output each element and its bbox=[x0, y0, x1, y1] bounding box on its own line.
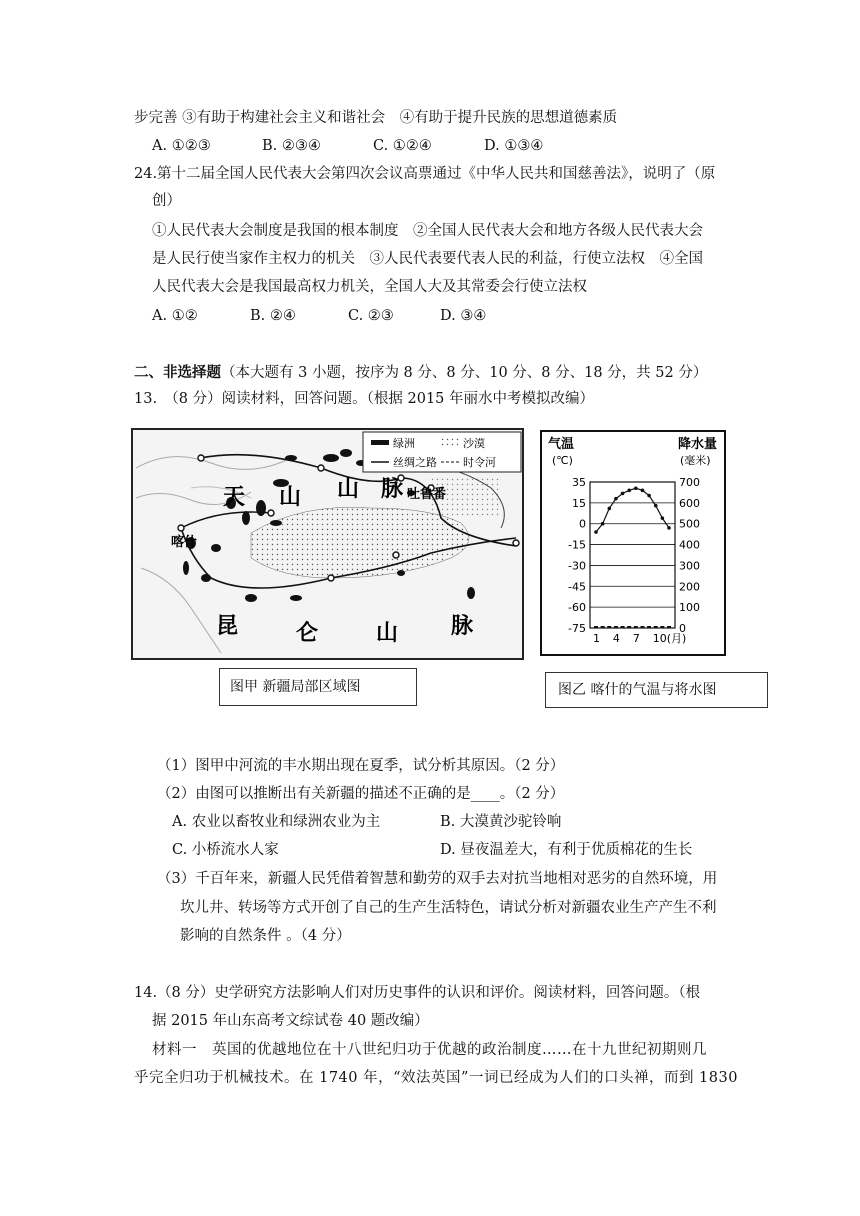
section-desc: （本大题有 3 小题，按序为 8 分、8 分、10 分、8 分、18 分，共 52 分） bbox=[221, 365, 708, 381]
month-tick-label: 10(月) bbox=[652, 632, 687, 645]
precip-axis-unit: (毫米) bbox=[680, 454, 711, 467]
precip-tick-label: 400 bbox=[679, 538, 700, 552]
temperature-point bbox=[654, 504, 658, 508]
temp-tick-label: -45 bbox=[568, 580, 586, 594]
q13-sub3-line-2: 坎儿井、转场等方式开创了自己的生产生活特色，请试分析对新疆农业生产产生不利 bbox=[180, 900, 717, 916]
precip-bar bbox=[621, 626, 625, 628]
temperature-point bbox=[641, 489, 645, 493]
temperature-point bbox=[627, 489, 631, 493]
q13-sub2-option-b: B. 大漠黄沙驼铃响 bbox=[440, 814, 562, 830]
xinjiang-map bbox=[131, 428, 524, 660]
precip-tick-label: 100 bbox=[679, 601, 700, 615]
precip-bar bbox=[634, 626, 638, 628]
q13-sub2-option-c: C. 小桥流水人家 bbox=[172, 842, 279, 858]
precip-tick-label: 500 bbox=[679, 517, 700, 531]
q24-option-c: C. ②③ bbox=[348, 308, 394, 324]
month-tick-label: 4 bbox=[612, 632, 620, 645]
q13-sub3-line-3: 影响的自然条件 。（4 分） bbox=[180, 928, 351, 944]
label-tianshan-3: 山 bbox=[337, 477, 360, 502]
oasis-legend-swatch bbox=[371, 440, 389, 445]
q24-line-3: ①人民代表大会制度是我国的根本制度 ②全国人民代表大会和地方各级人民代表大会 bbox=[152, 223, 703, 239]
q-prev-option-b: B. ②③④ bbox=[262, 138, 321, 154]
q24-option-d: D. ③④ bbox=[440, 308, 487, 324]
temp-tick-label: 15 bbox=[572, 496, 586, 510]
q-prev-option-a: A. ①②③ bbox=[152, 138, 211, 154]
temp-tick-label: -15 bbox=[568, 538, 586, 552]
label-turpan: 吐鲁番 bbox=[407, 487, 447, 502]
temperature-point bbox=[601, 522, 605, 526]
precip-tick-label: 300 bbox=[679, 559, 700, 573]
q13-sub3-line-1: （3）千百年来，新疆人民凭借着智慧和勤劳的双手去对抗当地相对恶劣的自然环境，用 bbox=[157, 871, 718, 887]
precip-tick-label: 700 bbox=[679, 476, 700, 489]
temperature-point bbox=[614, 497, 618, 501]
climate-chart bbox=[540, 430, 726, 656]
q13-header: 13. （8 分）阅读材料，回答问题。（根据 2015 年丽水中考模拟改编） bbox=[134, 391, 595, 407]
legend-seasonal-river: 时令河 bbox=[463, 456, 496, 469]
temperature-point bbox=[594, 530, 598, 534]
temperature-point bbox=[647, 494, 651, 498]
temp-axis-label: 气温 bbox=[548, 437, 575, 452]
month-tick-label: 7 bbox=[632, 632, 640, 645]
temp-tick-label: -30 bbox=[568, 559, 586, 573]
temp-tick-label: -60 bbox=[568, 601, 586, 615]
q13-sub2-option-a: A. 农业以畜牧业和绿洲农业为主 bbox=[172, 814, 381, 830]
label-kunlun-3: 山 bbox=[376, 621, 399, 646]
q-prev-option-d: D. ①③④ bbox=[484, 138, 544, 154]
temp-tick-label: 0 bbox=[579, 517, 586, 531]
precip-bar bbox=[607, 626, 611, 628]
caption-climate-text: 图乙 喀什的气温与将水图 bbox=[558, 682, 717, 698]
label-tianshan-2: 山 bbox=[279, 485, 302, 510]
desert-legend-swatch bbox=[441, 438, 459, 448]
label-tianshan-1: 天 bbox=[223, 485, 246, 510]
q24-line-1: 24.第十二届全国人民代表大会第四次会议高票通过《中华人民共和国慈善法》，说明了（原 bbox=[134, 166, 716, 182]
precip-bar bbox=[660, 626, 664, 628]
caption-climate bbox=[545, 672, 768, 708]
legend-desert: 沙漠 bbox=[463, 437, 485, 450]
caption-map bbox=[219, 668, 417, 706]
precip-bar bbox=[614, 626, 618, 628]
q13-sub2-option-d: D. 昼夜温差大，有利于优质棉花的生长 bbox=[440, 842, 693, 858]
q24-option-a: A. ①② bbox=[152, 308, 198, 324]
q24-option-b: B. ②④ bbox=[250, 308, 296, 324]
section-heading bbox=[134, 363, 707, 383]
q13-sub2: （2）由图可以推断出有关新疆的描述不正确的是____。（2 分） bbox=[157, 786, 565, 802]
precip-tick-label: 600 bbox=[679, 496, 700, 510]
q24-line-4: 是人民行使当家作主权力的机关 ③人民代表要代表人民的利益，行使立法权 ④全国 bbox=[152, 251, 703, 267]
q24-line-5: 人民代表大会是我国最高权力机关，全国人大及其常委会行使立法权 bbox=[152, 279, 587, 295]
month-tick-label: 1 bbox=[593, 632, 600, 645]
label-kashi: 喀什 bbox=[171, 535, 198, 550]
temp-axis-unit: (℃) bbox=[552, 454, 573, 467]
q14-material1-line-1: 材料一 英国的优越地位在十八世纪归功于优越的政治制度……在十九世纪初期则几 bbox=[152, 1042, 707, 1058]
temperature-point bbox=[621, 492, 625, 496]
q-prev-line: 步完善 ③有助于构建社会主义和谐社会 ④有助于提升民族的思想道德素质 bbox=[134, 110, 618, 126]
precip-axis-label: 降水量 bbox=[678, 437, 718, 452]
temperature-point bbox=[607, 507, 611, 511]
q14-material1-line-2: 乎完全归功于机械技术。在 1740 年，“效法英国”一词已经成为人们的口头禅，而到 1830 bbox=[134, 1070, 738, 1086]
q24-line-2: 创） bbox=[152, 193, 181, 209]
q-prev-option-c: C. ①②④ bbox=[373, 138, 432, 154]
precip-bar bbox=[654, 626, 658, 628]
precip-bar bbox=[601, 626, 605, 628]
label-kunlun-4: 脉 bbox=[451, 614, 474, 639]
temperature-point bbox=[667, 526, 671, 530]
precip-bar bbox=[627, 626, 631, 628]
section-title: 二、非选择题 bbox=[134, 364, 221, 381]
precip-bar bbox=[667, 626, 671, 628]
q14-line-2: 据 2015 年山东高考文综试卷 40 题改编） bbox=[152, 1013, 429, 1029]
q13-sub1: （1）图甲中河流的丰水期出现在夏季，试分析其原因。（2 分） bbox=[157, 758, 565, 774]
label-tianshan-4: 脉 bbox=[381, 477, 404, 502]
caption-map-text: 图甲 新疆局部区域图 bbox=[230, 679, 361, 695]
precip-bar bbox=[647, 626, 651, 628]
precip-bar bbox=[594, 626, 598, 628]
temp-tick-label: 35 bbox=[572, 476, 586, 489]
label-kunlun-2: 仑 bbox=[296, 621, 319, 646]
temperature-point bbox=[661, 516, 665, 520]
label-kunlun-1: 昆 bbox=[216, 614, 239, 639]
temperature-point bbox=[634, 486, 638, 490]
q14-line-1: 14.（8 分）史学研究方法影响人们对历史事件的认识和评价。阅读材料，回答问题。（根 bbox=[134, 985, 701, 1001]
legend-oasis: 绿洲 bbox=[393, 437, 415, 450]
legend-silk-road: 丝绸之路 bbox=[393, 456, 437, 469]
precip-tick-label: 200 bbox=[679, 580, 700, 594]
precip-bar bbox=[640, 626, 644, 628]
temp-tick-label: -75 bbox=[568, 622, 586, 635]
precip-tick-label: 0 bbox=[679, 622, 686, 635]
